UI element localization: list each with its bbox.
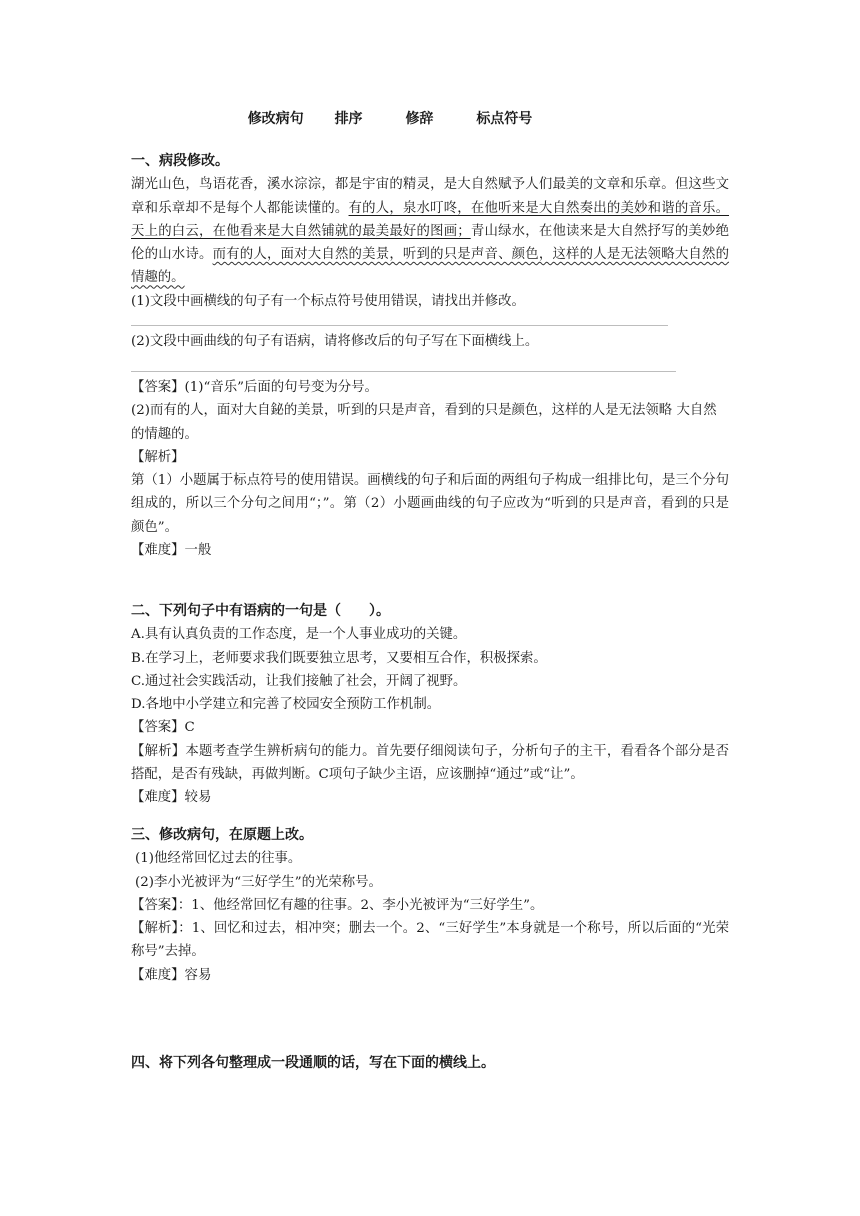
title-part: 修改病句 xyxy=(247,111,304,127)
answer: 【答案】(1)“音乐”后面的句号变为分号。 xyxy=(131,380,378,395)
difficulty: 【难度】容易 xyxy=(131,967,212,983)
section-3 xyxy=(131,824,729,987)
page-title xyxy=(0,108,780,128)
passage-plain: 青山绿水，在他读来是大自然抒写的美妙绝伦的山水诗。 xyxy=(131,223,730,263)
analysis: 【解析】：1、回忆和过去，相冲突；删去一个。2、“三好学生”本身就是一个称号，所以后面的“光荣称号”去掉。 xyxy=(131,921,729,960)
section-1 xyxy=(131,150,729,313)
title-part: 修辞 xyxy=(405,111,434,127)
section-heading: 三、修改病句，在原题上改。 xyxy=(131,827,313,843)
section-2 xyxy=(131,600,729,810)
option: A.具有认真负责的工作态度，是一个人事业成功的关键。 xyxy=(131,627,467,643)
answer: 【答案】：1、他经常回忆有趣的往事。2、李小光被评为“三好学生”。 xyxy=(131,897,544,913)
difficulty: 【难度】较易 xyxy=(131,790,212,806)
section-heading: 二、下列句子中有语病的一句是（ ）。 xyxy=(131,603,390,619)
section-heading: 一、病段修改。 xyxy=(131,153,229,169)
answer-line xyxy=(131,325,668,326)
section-1-cont xyxy=(131,330,729,353)
section-heading: 四、将下列各句整理成一段通顺的话，写在下面的横线上。 xyxy=(131,1055,495,1071)
section-1-answer xyxy=(131,376,729,562)
question: (1)他经常回忆过去的往事。 xyxy=(135,851,302,867)
option: D.各地中小学建立和完善了校园安全预防工作机制。 xyxy=(131,697,441,713)
title-part: 排序 xyxy=(334,111,363,127)
analysis: 第（1）小题属于标点符号的使用错误。画横线的句子和后面的两组句子构成一组排比句，是三个分句组成的，所以三个分句之间用“；”。第（2）小题画曲线的句子应改为“听到的只是声音，看到的只是颜色”。 xyxy=(131,473,729,535)
passage xyxy=(131,173,729,289)
analysis: 【解析】本题考查学生辨析病句的能力。首先要仔细阅读句子，分析句子的主干，看看各个部分是否搭配，是否有残缺，再做判断。C项句子缺少主语，应该删掉“通过”或“让”。 xyxy=(131,743,729,783)
question: (2)文段中画曲线的句子有语病，请将修改后的句子写在下面横线上。 xyxy=(131,334,539,349)
passage-underlined: 有的人，泉水叮咚，在他听来是大自然奏出的美妙和谐的音乐。天上的白云，在他看来是大自然铺就的最美最好的图画； xyxy=(131,200,730,239)
option: B.在学习上，老师要求我们既要独立思考，又要相互合作，积极探索。 xyxy=(131,650,547,666)
title-part: 标点符号 xyxy=(476,111,533,127)
answer: 【答案】C xyxy=(131,720,195,736)
answer: (2)而有的人，面对大自鉍的美景，听到的只是声音，看到的只是颜色，这样的人是无法领略 大自然的情趣的。 xyxy=(131,403,717,442)
analysis-label: 【解析】 xyxy=(131,449,185,465)
passage-wavy-underlined: 而有的人，面对大自然的美景，听到的只是声音、颜色，这样的人是无法领略大自然的情趣的。 xyxy=(131,247,730,286)
answer-line xyxy=(131,371,676,372)
question: (2)李小光被评为“三好学生”的光荣称号。 xyxy=(135,874,382,890)
difficulty: 【难度】一般 xyxy=(131,543,212,559)
question: (1)文段中画横线的句子有一个标点符号使用错误，请找出并修改。 xyxy=(131,293,525,309)
passage-plain: 湖光山色，鸟语花香，溪水淙淙，都是宇宙的精灵，是大自然赋予人们最美的文章和乐章。但这些文章和乐章却不是每个人都能读懂的。 xyxy=(131,177,729,216)
section-4 xyxy=(131,1052,729,1075)
option: C.通过社会实践活动，让我们接触了社会，开阔了视野。 xyxy=(131,673,467,689)
